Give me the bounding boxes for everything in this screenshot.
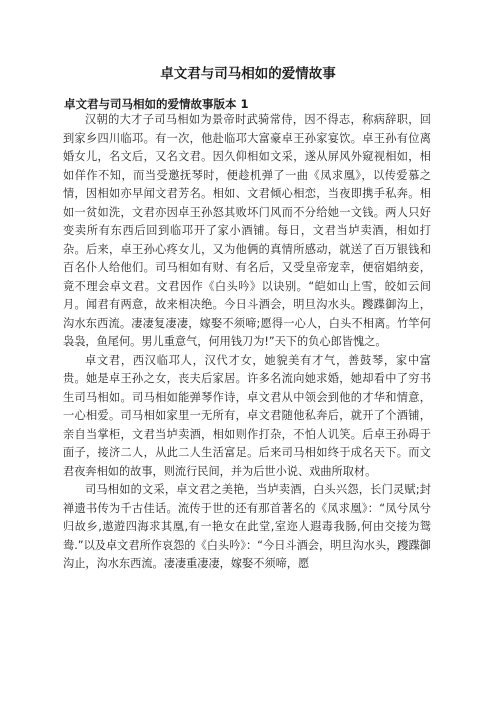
document-body — [63, 111, 431, 574]
paragraph-1: 汉朝的大才子司马相如为景帝时武骑常侍，因不得志，称病辞职，回到家乡四川临邛。有一次，他赴临邛大富豪卓王孙家宴饮。卓王孙有位离婚女儿，名文后，又名文君。因久仰相如文采，遂从屏风外窥视相如，相如佯作不知，而当受邀抚琴时，便趁机弹了一曲《凤求凰》，以传爱慕之情，因相如亦早闻文君芳名。相如、文君倾心相恋，当夜即携手私奔。相如一贫如洗，文君亦因卓王孙怒其败坏门风而不分给她一文钱。两人只好变卖所有东西后回到临邛开了家小酒铺。每日，文君当垆卖酒，相如打杂。后来，卓王孙心疼女儿，又为他俩的真情所感动，就送了百万银钱和百名仆人给他们。司马相如有财、有名后，又受皇帝宠幸，便宿娼纳妾，竟不理会卓文君。文君因作《白头吟》以诀别。“皑如山上雪，皎如云间月。闻君有两意，故来相决绝。今日斗酒会，明旦沟水头。躞蹀御沟上，沟水东西流。凄凄复凄凄，嫁娶不须啼;愿得一心人，白头不相离。竹竿何袅袅，鱼尾何。男儿重意气，何用钱刀为!”天下的负心郎皆愧之。 — [63, 113, 431, 348]
paragraph-2: 卓文君，西汉临邛人，汉代才女，她貌美有才气，善鼓琴，家中富贵。她是卓王孙之女，丧夫后家居。许多名流向她求婚，她却看中了穷书生司马相如。司马相如能弹琴作诗，卓文君从中领会到他的才华和情意，一心相爱。司马相如家里一无所有，卓文君随他私奔后，就开了个酒铺，亲自当掌柜，文君当垆卖酒，相如则作打杂，不怕人讥笑。后卓王孙碍于面子，接济二人，从此二人生活富足。后来司马相如终于成名天下。而文君夜奔相如的故事，则流行民间，并为后世小说、戏曲所取材。 — [63, 353, 431, 478]
paragraph-3: 司马相如的文采，卓文君之美艳，当垆卖酒，白头兴怨，长门灵赋;封禅遗书传为千古佳话。流传于世的还有那首著名的《凤求凰》：“凤兮凤兮归故乡,遨遊四海求其凰,有一艳女在此堂,室迩人遐毒我肠,何由交接为鸳鸯.”以及卓文君所作哀怨的《白头吟》：“今日斗酒会，明旦沟水头，躞蹀御沟止，沟水东西流。凄凄重凄凄，嫁娶不须啼，愿 — [63, 483, 431, 570]
document-title: 卓文君与司马相如的爱情故事 — [160, 66, 336, 82]
section-heading: 卓文君与司马相如的爱情故事版本 1 — [64, 97, 249, 111]
